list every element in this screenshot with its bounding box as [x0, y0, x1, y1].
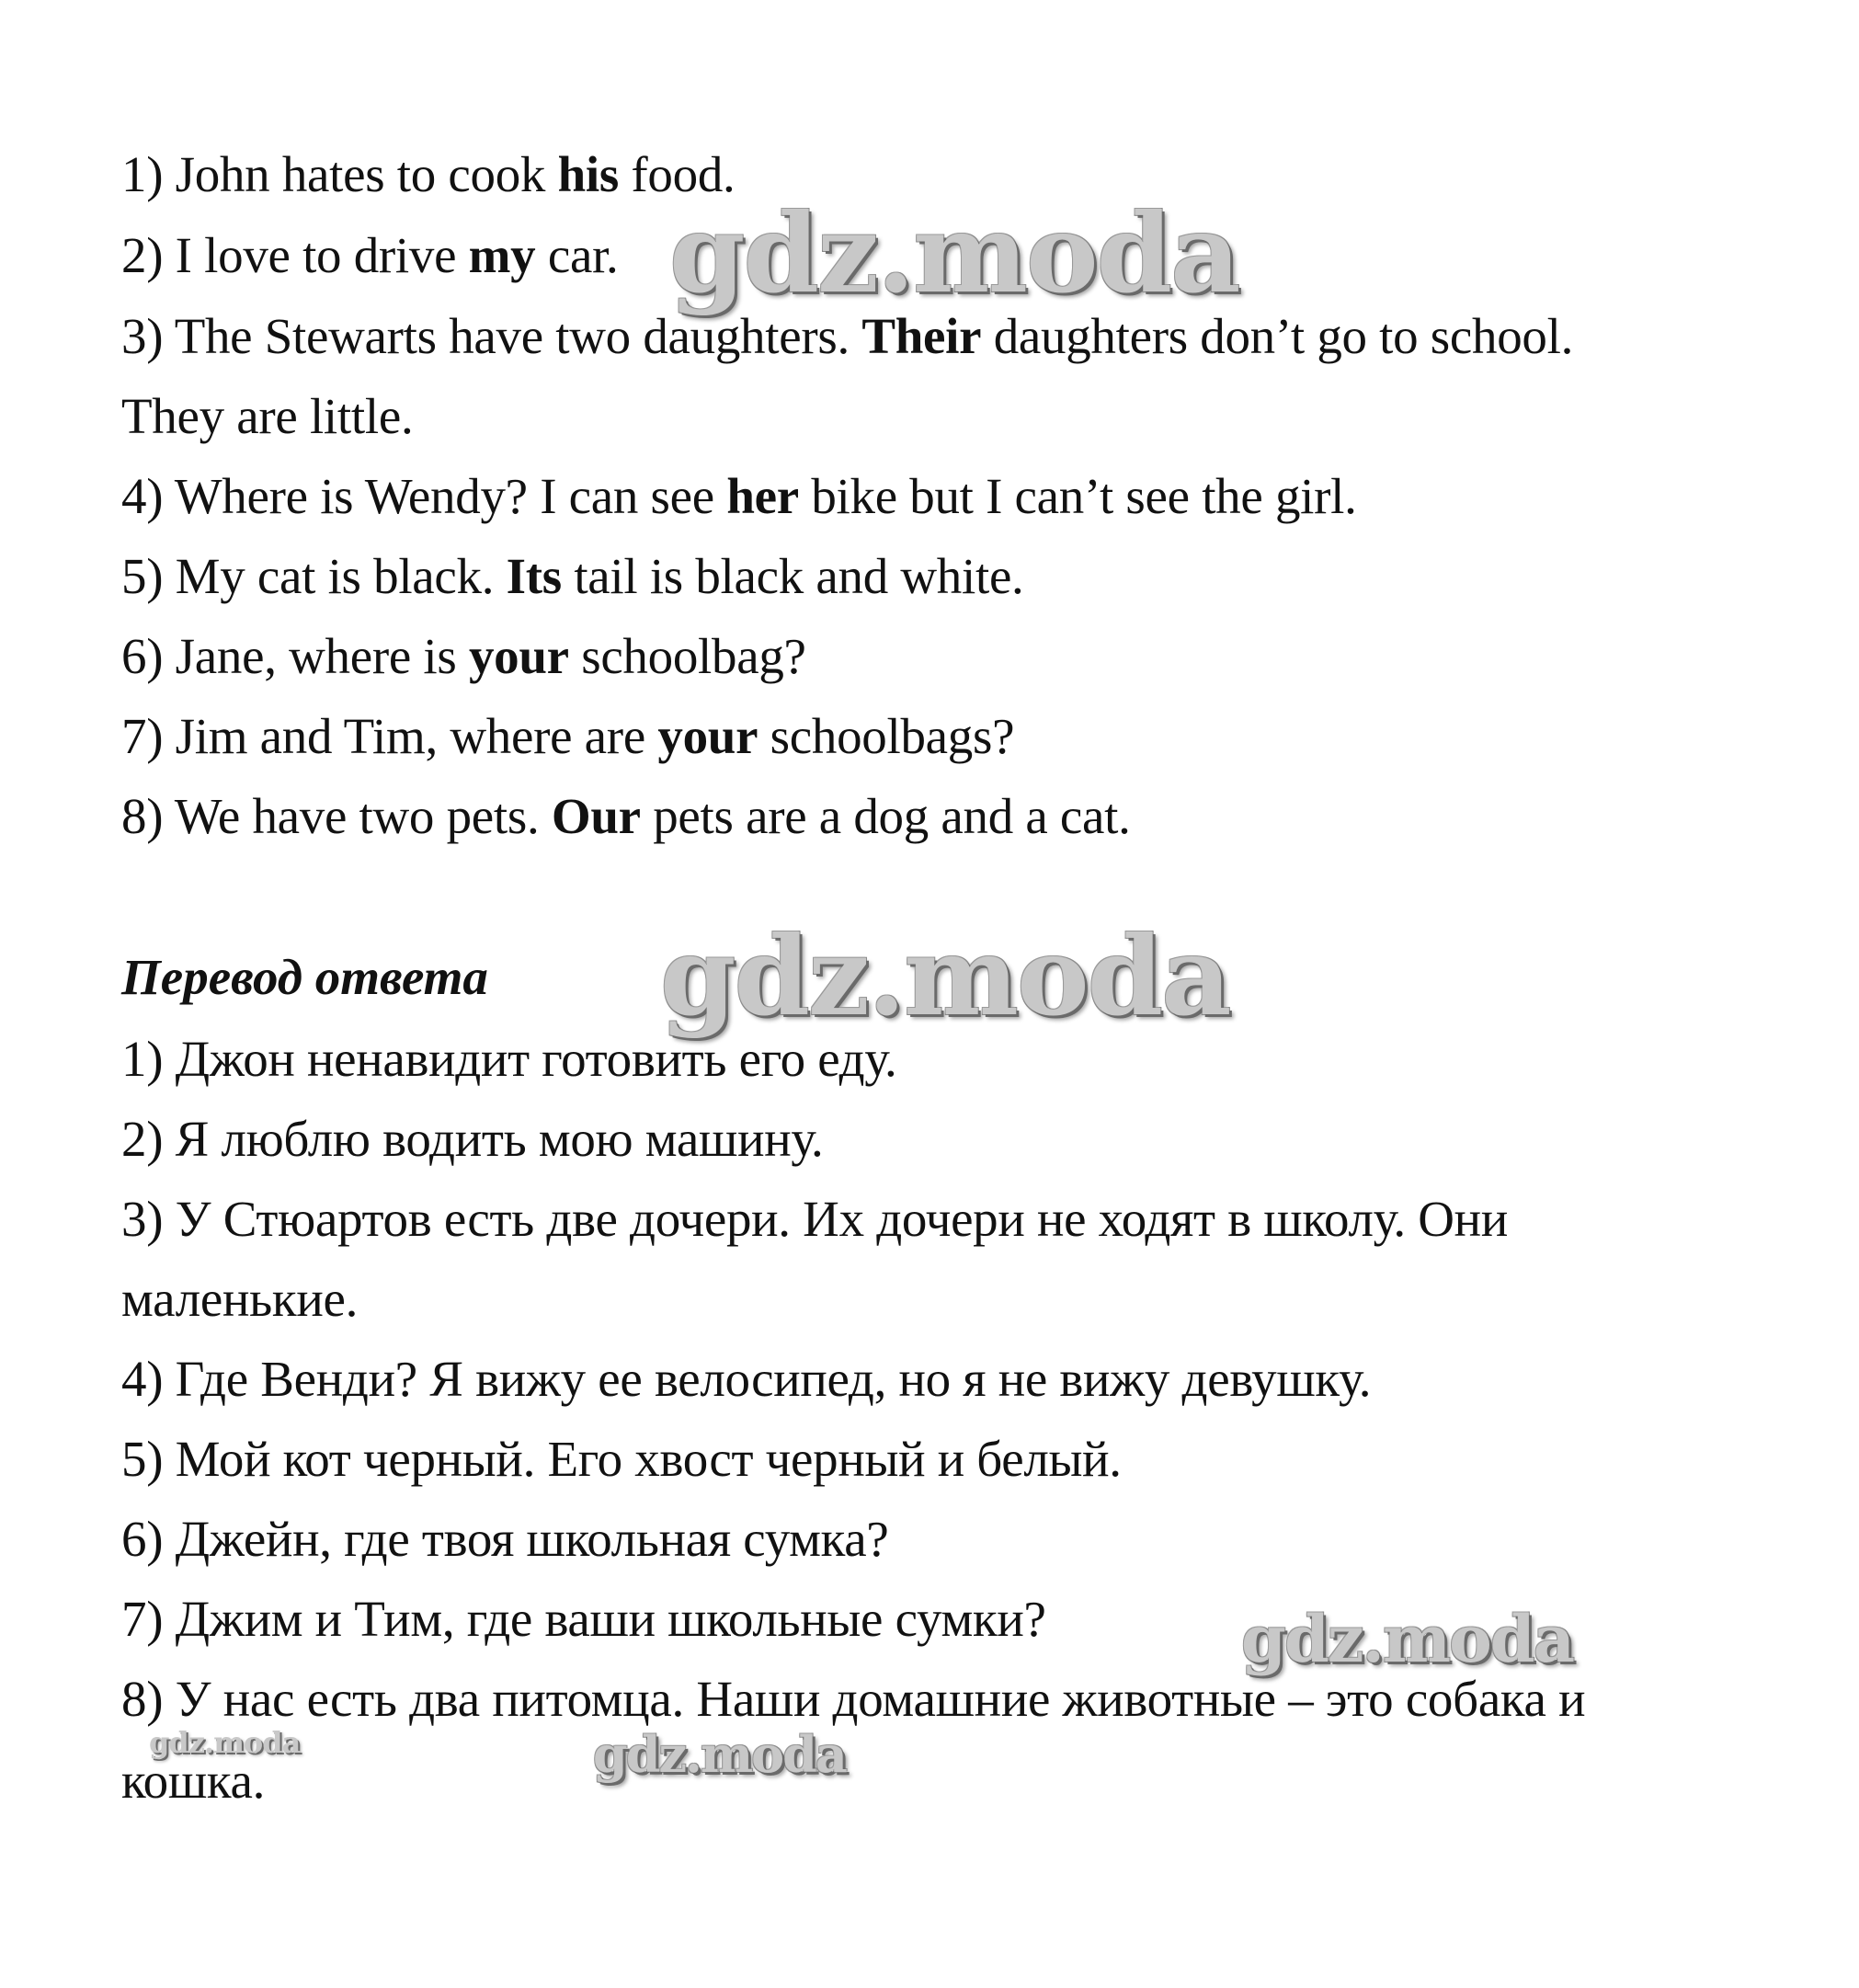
watermark-logo: gdz.moda	[149, 1725, 301, 1760]
translation-line-8-cont: кошка.	[121, 1753, 266, 1809]
answer-line-3-cont: They are little.	[121, 388, 414, 444]
translation-line-2: 2) Я люблю водить мою машину.	[121, 1111, 824, 1167]
answer-line-5: 5) My cat is black. Its tail is black and white.	[121, 548, 1024, 604]
translation-line-3-cont: маленькие.	[121, 1271, 359, 1327]
answer-line-3: 3) The Stewarts have two daughters. Their daughters don’t go to school.	[121, 308, 1574, 364]
translation-line-4: 4) Где Венди? Я вижу ее велосипед, но я не вижу девушку.	[121, 1351, 1372, 1407]
watermark-logo: gdz.moda	[660, 912, 1230, 1040]
watermark-logo: gdz.moda	[1241, 1601, 1574, 1677]
translation-line-1: 1) Джон ненавидит готовить его еду.	[121, 1031, 897, 1087]
answer-line-2: 2) I love to drive my car.	[121, 227, 619, 283]
answer-line-6: 6) Jane, where is your schoolbag?	[121, 628, 806, 684]
watermark-logo: gdz.moda	[669, 189, 1239, 317]
watermark-logo: gdz.moda	[593, 1725, 846, 1784]
translation-line-7: 7) Джим и Тим, где ваши школьные сумки?	[121, 1591, 1046, 1647]
answer-line-1: 1) John hates to cook his food.	[121, 146, 736, 202]
translation-line-5: 5) Мой кот черный. Его хвост черный и белый.	[121, 1431, 1122, 1487]
translation-heading: Перевод ответа	[121, 949, 488, 1005]
answer-line-8: 8) We have two pets. Our pets are a dog and a cat.	[121, 788, 1131, 844]
translation-line-8: 8) У нас есть два питомца. Наши домашние животные – это собака и	[121, 1671, 1586, 1727]
answer-line-4: 4) Where is Wendy? I can see her bike but I can’t see the girl.	[121, 468, 1357, 524]
translation-line-3: 3) У Стюартов есть две дочери. Их дочери не ходят в школу. Они	[121, 1191, 1508, 1247]
translation-line-6: 6) Джейн, где твоя школьная сумка?	[121, 1511, 889, 1567]
answer-line-7: 7) Jim and Tim, where are your schoolbags?	[121, 708, 1015, 764]
